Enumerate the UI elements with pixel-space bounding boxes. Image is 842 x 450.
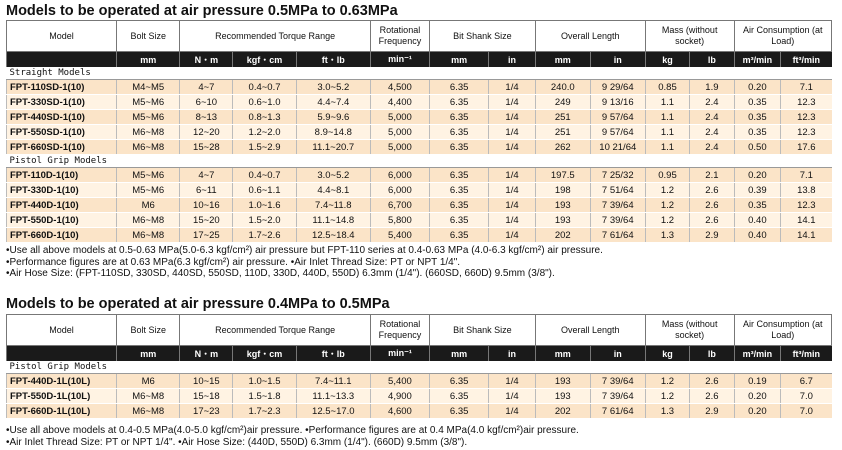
table-cell: 6.35 [430,404,489,419]
section2-notes [6,425,836,448]
header-model: Model [7,21,117,52]
table-cell: 5,400 [370,374,429,389]
table-cell: 6.35 [430,389,489,404]
table-cell: 1.2 [645,198,689,213]
note-line: •Use all above models at 0.5-0.63 MPa(5.0-6.3 kgf/cm²) air pressure but FPT-110 series at 0.4-0.63 MPa (4.0-6.3 kgf/cm²) air pressure. [6,245,603,256]
header-shank: Bit Shank Size [430,315,536,346]
table-row [7,125,832,140]
table-cell: 4~7 [180,168,233,183]
table-row [7,213,832,228]
table-cell: 1/4 [489,198,536,213]
table-cell: 202 [535,228,590,243]
unit-header: in [489,346,536,362]
header-air: Air Consumption (at Load) [734,21,831,52]
table-cell: M6 [116,198,179,213]
table-cell: 17.6 [781,140,832,155]
note-line: •Use all above models at 0.4-0.5 MPa(4.0-5.0 kgf/cm²)air pressure. •Performance figures are at 0.4 MPa(4.0 kgf/cm²)air pressure. [6,425,579,436]
table-row [7,374,832,389]
table-row [7,95,832,110]
table-cell: 8.9~14.8 [296,125,370,140]
unit-header: ft³/min [781,346,832,362]
table-cell: 0.40 [734,228,781,243]
table-cell: 2.4 [690,95,734,110]
table-cell: 13.8 [781,183,832,198]
table-cell: 0.4~0.7 [233,80,296,95]
table-cell: 7.1 [781,80,832,95]
table-cell: 1.5~1.8 [233,389,296,404]
table-cell: 12.5~17.0 [296,404,370,419]
table-cell: 7 39/64 [590,198,645,213]
table-cell: 10 21/64 [590,140,645,155]
table-cell: 5,000 [370,125,429,140]
header-shank: Bit Shank Size [430,21,536,52]
table-cell: 0.4~0.7 [233,168,296,183]
table-cell: 9 13/16 [590,95,645,110]
model-cell: FPT-440D-1L(10L) [7,374,117,389]
unit-header: lb [690,52,734,68]
table-cell: 2.9 [690,228,734,243]
table-cell: 6.35 [430,213,489,228]
unit-header: ft・lb [296,346,370,362]
unit-header: mm [430,52,489,68]
header-mass: Mass (without socket) [645,315,734,346]
table-cell: 10~15 [180,374,233,389]
model-cell: FPT-550SD-1(10) [7,125,117,140]
table-cell: 1.2 [645,374,689,389]
table-cell: 193 [535,198,590,213]
table-cell: 7 61/64 [590,404,645,419]
header-model: Model [7,315,117,346]
model-cell: FPT-550D-1(10) [7,213,117,228]
table-cell: 6.35 [430,168,489,183]
table-cell: M6~M8 [116,125,179,140]
unit-header: in [590,346,645,362]
table-row [7,168,832,183]
table-cell: 12.3 [781,95,832,110]
table-cell: 15~20 [180,213,233,228]
table-cell: M5~M6 [116,168,179,183]
table-cell: 11.1~14.8 [296,213,370,228]
table-cell: 2.4 [690,140,734,155]
table-cell: 2.4 [690,110,734,125]
unit-header: kg [645,346,689,362]
table-cell: 6.7 [781,374,832,389]
table-cell: M4~M5 [116,80,179,95]
table-cell: 240.0 [535,80,590,95]
unit-blank [7,52,117,68]
table-cell: 1.2~2.0 [233,125,296,140]
table-cell: 262 [535,140,590,155]
table-cell: M6~M8 [116,213,179,228]
table-cell: 2.6 [690,213,734,228]
model-cell: FPT-550D-1L(10L) [7,389,117,404]
table-cell: 0.35 [734,110,781,125]
table-cell: 1.1 [645,140,689,155]
table-cell: 193 [535,213,590,228]
table-cell: 1/4 [489,95,536,110]
table-cell: 9 57/64 [590,110,645,125]
table-cell: 2.6 [690,389,734,404]
unit-header: m³/min [734,346,781,362]
table-cell: 9 29/64 [590,80,645,95]
table-cell: 1.0~1.6 [233,198,296,213]
table-cell: 5,000 [370,140,429,155]
table-cell: 11.1~13.3 [296,389,370,404]
table-row [7,389,832,404]
unit-header: mm [430,346,489,362]
table-cell: 0.8~1.3 [233,110,296,125]
table-cell: 0.20 [734,168,781,183]
unit-header: in [590,52,645,68]
table-cell: 15~18 [180,389,233,404]
model-cell: FPT-440D-1(10) [7,198,117,213]
table-cell: 1.2 [645,389,689,404]
header-torque: Recommended Torque Range [180,315,370,346]
model-cell: FPT-660D-1(10) [7,228,117,243]
table-cell: 8~13 [180,110,233,125]
table-cell: 1/4 [489,228,536,243]
table-cell: 10~16 [180,198,233,213]
table-cell: 1.1 [645,125,689,140]
table-cell: M6~M8 [116,389,179,404]
table-cell: 2.1 [690,168,734,183]
model-cell: FPT-330D-1(10) [7,183,117,198]
unit-header: in [489,52,536,68]
table-cell: 4,900 [370,389,429,404]
table-cell: 1.5~2.9 [233,140,296,155]
spec-table-1 [6,20,832,243]
table-cell: 14.1 [781,228,832,243]
table-cell: M5~M6 [116,95,179,110]
table-cell: 0.6~1.1 [233,183,296,198]
table-cell: 1/4 [489,125,536,140]
table-cell: M6 [116,374,179,389]
table-cell: 1/4 [489,374,536,389]
group-label: Pistol Grip Models [7,361,832,374]
table-cell: 0.85 [645,80,689,95]
table-cell: 7.4~11.8 [296,198,370,213]
header-rot: Rotational Frequency [370,21,429,52]
unit-header: ft³/min [781,52,832,68]
note-line: •Air Inlet Thread Size: PT or NPT 1/4". •Air Hose Size: (440D, 550D) 6.3mm (1/4"). (660D) 9.5mm (3/8"). [6,436,468,448]
header-air: Air Consumption (at Load) [734,315,831,346]
table-cell: 251 [535,110,590,125]
model-cell: FPT-110SD-1(10) [7,80,117,95]
table-cell: 1.3 [645,228,689,243]
table-cell: 1.3 [645,404,689,419]
table-cell: 15~28 [180,140,233,155]
unit-header: kgf・cm [233,52,296,68]
table-cell: 7 25/32 [590,168,645,183]
table-cell: 2.9 [690,404,734,419]
table-cell: 12.3 [781,110,832,125]
unit-header: mm [116,52,179,68]
table-cell: 7 51/64 [590,183,645,198]
table-cell: 251 [535,125,590,140]
table-cell: 1/4 [489,80,536,95]
unit-blank [7,346,117,362]
header-length: Overall Length [535,21,645,52]
table-cell: 193 [535,374,590,389]
table-cell: 6.35 [430,374,489,389]
table-cell: 6.35 [430,228,489,243]
table-cell: M5~M6 [116,110,179,125]
table-cell: 0.35 [734,125,781,140]
header-mass: Mass (without socket) [645,21,734,52]
header-rot: Rotational Frequency [370,315,429,346]
table-cell: 0.20 [734,80,781,95]
table-cell: 1/4 [489,183,536,198]
table-cell: 249 [535,95,590,110]
table-cell: 1/4 [489,389,536,404]
table-cell: 0.50 [734,140,781,155]
table-cell: 1.2 [645,183,689,198]
unit-header: kg [645,52,689,68]
unit-header: mm [535,52,590,68]
table-cell: 1/4 [489,110,536,125]
table-cell: 4,500 [370,80,429,95]
table-cell: 5.9~9.6 [296,110,370,125]
table-cell: 1.5~2.0 [233,213,296,228]
group-label: Pistol Grip Models [7,155,832,168]
table-row [7,110,832,125]
table-cell: 7.1 [781,168,832,183]
table-cell: 1.7~2.3 [233,404,296,419]
table-cell: M6~M8 [116,228,179,243]
table-cell: 6~10 [180,95,233,110]
table-row [7,183,832,198]
table-cell: 193 [535,389,590,404]
section1-title: Models to be operated at air pressure 0.5MPa to 0.63MPa [6,3,398,19]
table-cell: 6~11 [180,183,233,198]
table-cell: 2.4 [690,125,734,140]
table-cell: M5~M6 [116,183,179,198]
table-cell: 17~23 [180,404,233,419]
table-cell: 4,600 [370,404,429,419]
table-cell: 7.0 [781,404,832,419]
model-cell: FPT-660D-1L(10L) [7,404,117,419]
header-torque: Recommended Torque Range [180,21,370,52]
table-cell: 14.1 [781,213,832,228]
table-cell: 0.40 [734,213,781,228]
section2-title: Models to be operated at air pressure 0.4MPa to 0.5MPa [6,296,390,312]
unit-header: mm [535,346,590,362]
table-cell: 6.35 [430,140,489,155]
table-cell: 12.3 [781,198,832,213]
header-length: Overall Length [535,315,645,346]
table-cell: 3.0~5.2 [296,80,370,95]
table-cell: 7 39/64 [590,374,645,389]
table-cell: 6.35 [430,110,489,125]
model-cell: FPT-330SD-1(10) [7,95,117,110]
unit-header: kgf・cm [233,346,296,362]
table-cell: 7.4~11.1 [296,374,370,389]
table-cell: 0.20 [734,389,781,404]
model-cell: FPT-110D-1(10) [7,168,117,183]
table-cell: 6.35 [430,198,489,213]
table-cell: 2.6 [690,198,734,213]
table-cell: M6~M8 [116,404,179,419]
unit-header: mm [116,346,179,362]
table-cell: 1/4 [489,168,536,183]
table-cell: 5,000 [370,110,429,125]
table-cell: 5,400 [370,228,429,243]
table-cell: 6,700 [370,198,429,213]
table-cell: 7.0 [781,389,832,404]
table-cell: 1.0~1.5 [233,374,296,389]
table-cell: 6.35 [430,183,489,198]
table-cell: 1.2 [645,213,689,228]
table-cell: 11.1~20.7 [296,140,370,155]
table-row [7,404,832,419]
unit-header: ft・lb [296,52,370,68]
note-line: •Air Hose Size: (FPT-110SD, 330SD, 440SD, 550SD, 110D, 330D, 440D, 550D) 6.3mm (1/4"). (660SD, 660D) 9.5mm (3/8"). [6,268,555,279]
table-cell: 17~25 [180,228,233,243]
table-cell: 0.35 [734,95,781,110]
table-cell: 7 39/64 [590,213,645,228]
table-cell: 0.35 [734,198,781,213]
table-cell: 1/4 [489,213,536,228]
group-label: Straight Models [7,67,832,80]
table-cell: 6.35 [430,95,489,110]
note-line: •Performance figures are at 0.63 MPa(6.3 kgf/cm²) air pressure. •Air Inlet Thread Size: PT or NPT 1/4". [6,256,461,268]
table-row [7,228,832,243]
table-cell: 4.4~7.4 [296,95,370,110]
table-cell: 6.35 [430,80,489,95]
table-cell: 0.95 [645,168,689,183]
table-cell: 12~20 [180,125,233,140]
table-cell: 12.5~18.4 [296,228,370,243]
table-cell: 0.39 [734,183,781,198]
table-cell: 197.5 [535,168,590,183]
table-cell: 202 [535,404,590,419]
unit-header: N・m [180,52,233,68]
table-cell: 2.6 [690,374,734,389]
table-cell: 1/4 [489,404,536,419]
model-cell: FPT-440SD-1(10) [7,110,117,125]
table-cell: 7 39/64 [590,389,645,404]
table-row [7,80,832,95]
table-cell: 1.1 [645,95,689,110]
section1-notes [6,245,836,280]
table-row [7,140,832,155]
model-cell: FPT-660SD-1(10) [7,140,117,155]
table-cell: 3.0~5.2 [296,168,370,183]
table-cell: 0.20 [734,404,781,419]
table-cell: 6,000 [370,183,429,198]
table-cell: 198 [535,183,590,198]
table-cell: 4.4~8.1 [296,183,370,198]
unit-header: N・m [180,346,233,362]
unit-header: m³/min [734,52,781,68]
table-cell: 6.35 [430,125,489,140]
table-cell: 5,800 [370,213,429,228]
table-cell: 1.7~2.6 [233,228,296,243]
table-cell: 0.19 [734,374,781,389]
table-cell: 2.6 [690,183,734,198]
table-cell: M6~M8 [116,140,179,155]
table-cell: 6,000 [370,168,429,183]
header-bolt: Bolt Size [116,315,179,346]
table-cell: 0.6~1.0 [233,95,296,110]
table-cell: 1.9 [690,80,734,95]
table-cell: 4~7 [180,80,233,95]
table-cell: 4,400 [370,95,429,110]
table-cell: 7 61/64 [590,228,645,243]
spec-table-2 [6,314,832,419]
table-row [7,198,832,213]
unit-header: min⁻¹ [370,52,429,68]
table-cell: 1.1 [645,110,689,125]
table-cell: 12.3 [781,125,832,140]
table-cell: 1/4 [489,140,536,155]
unit-header: lb [690,346,734,362]
header-bolt: Bolt Size [116,21,179,52]
table-cell: 9 57/64 [590,125,645,140]
unit-header: min⁻¹ [370,346,429,362]
